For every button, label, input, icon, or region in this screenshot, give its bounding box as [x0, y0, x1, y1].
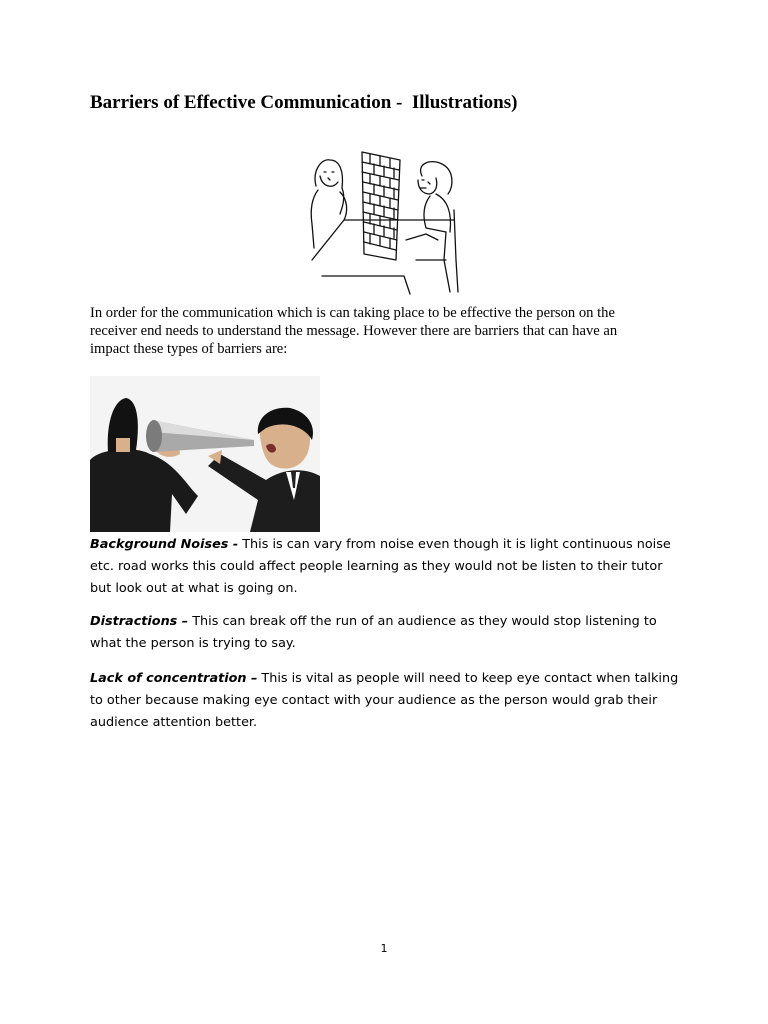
page-number: 1 [380, 942, 388, 955]
barrier-term: Distractions – [90, 614, 189, 629]
brick-wall-cartoon-icon [304, 148, 464, 296]
barrier-background-noises [90, 534, 686, 600]
barrier-distractions [90, 611, 686, 655]
intro-paragraph: In order for the communication which is can taking place to be effective the person on the receiver end needs to understand the message. However there are barriers that can have an impact these types of barriers are: [90, 305, 618, 357]
barrier-lack-of-concentration [90, 668, 686, 734]
barrier-description: This is vital as people will need to keep eye contact when talking to other because making eye contact with your audience as the person would grab their audience attention better. [90, 671, 679, 730]
barrier-description: This can break off the run of an audience as they would stop listening to what the person is trying to say. [90, 614, 657, 651]
barrier-term: Lack of concentration – [90, 671, 258, 686]
barrier-term: Background Noises - [90, 537, 239, 552]
barrier-description: This is can vary from noise even though it is light continuous noise etc. road works this could affect people learning as they would not be listen to their tutor but look out at what is going on. [90, 537, 671, 596]
document-title: Barriers of Effective Communication - Illustrations) [90, 92, 518, 113]
megaphone-photo-icon [90, 376, 320, 532]
